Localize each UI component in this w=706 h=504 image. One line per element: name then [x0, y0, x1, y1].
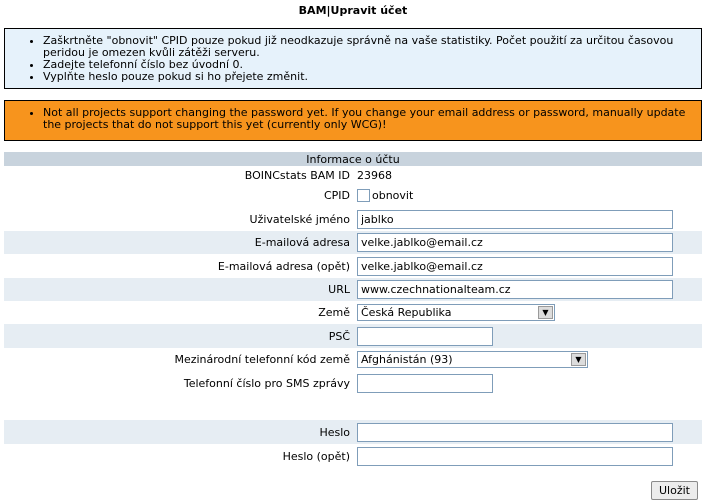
warning-list — [13, 107, 693, 131]
email-confirm-input[interactable] — [357, 257, 673, 276]
form-header-row — [4, 152, 702, 166]
cpid-refresh-checkbox[interactable] — [357, 189, 370, 202]
bam-id-value: 23968 — [354, 166, 702, 184]
form-row-phone-code — [4, 348, 702, 371]
info-note-item: • Vyplňte heslo pouze pokud si ho přejete změnit. — [43, 71, 693, 83]
zip-label: PSČ — [4, 324, 354, 348]
form-row-email-confirm — [4, 254, 702, 278]
form-row-country — [4, 301, 702, 324]
sms-input[interactable] — [357, 374, 493, 393]
url-label: URL — [4, 278, 354, 301]
bam-id-label: BOINCstats BAM ID — [4, 166, 354, 184]
sms-label: Telefonní číslo pro SMS zprávy — [4, 371, 354, 395]
page-title — [0, 4, 706, 17]
phone-code-select[interactable] — [357, 351, 588, 368]
form-row-username — [4, 207, 702, 231]
form-row-password-confirm — [4, 444, 702, 468]
country-select[interactable] — [357, 304, 555, 321]
zip-input[interactable] — [357, 327, 493, 346]
password-label: Heslo — [4, 420, 354, 444]
username-input[interactable] — [357, 210, 673, 229]
phone-code-select-value: Afghánistán (93) — [361, 353, 453, 366]
page-title-separator: | — [326, 4, 331, 17]
info-notes-list — [13, 35, 693, 83]
save-button[interactable]: Uložit — [651, 481, 698, 500]
password-confirm-label: Heslo (opět) — [4, 444, 354, 468]
email-label: E-mailová adresa — [4, 231, 354, 254]
form-spacer-row — [4, 395, 702, 420]
cpid-refresh-label: obnovit — [372, 189, 414, 203]
url-input[interactable] — [357, 280, 673, 299]
page-title-text: Upravit účet — [330, 4, 408, 17]
username-label: Uživatelské jméno — [4, 207, 354, 231]
email-confirm-label: E-mailová adresa (opět) — [4, 254, 354, 278]
password-confirm-input[interactable] — [357, 447, 673, 466]
form-row-bam-id — [4, 166, 702, 184]
password-input[interactable] — [357, 423, 673, 442]
form-header: Informace o účtu — [4, 152, 702, 166]
account-form — [4, 152, 702, 468]
form-row-email — [4, 231, 702, 254]
chevron-down-icon[interactable]: ▼ — [571, 353, 586, 366]
info-notes-box — [4, 28, 702, 89]
form-row-password — [4, 420, 702, 444]
form-row-url — [4, 278, 702, 301]
country-label: Země — [4, 301, 354, 324]
form-row-sms — [4, 371, 702, 395]
cpid-label: CPID — [4, 184, 354, 207]
phone-code-label: Mezinárodní telefonní kód země — [4, 348, 354, 371]
country-select-value: Česká Republika — [361, 306, 452, 319]
form-row-zip — [4, 324, 702, 348]
info-note-item: • Zaškrtněte "obnovit" CPID pouze pokud již neodkazuje správně na vaše statistiky. Počet použití za určitou časovou peridou je omezen kvůli zátěži serveru. — [43, 35, 693, 59]
info-note-item: • Zadejte telefonní číslo bez úvodní 0. — [43, 59, 693, 71]
email-input[interactable] — [357, 233, 673, 252]
page-title-prefix: BAM — [298, 4, 327, 17]
form-row-cpid — [4, 184, 702, 207]
warning-box — [4, 100, 702, 141]
warning-text: • Not all projects support changing the password yet. If you change your email address or password, manually update the projects that do not support this yet (currently only WCG)! — [43, 107, 693, 131]
chevron-down-icon[interactable]: ▼ — [538, 306, 553, 319]
